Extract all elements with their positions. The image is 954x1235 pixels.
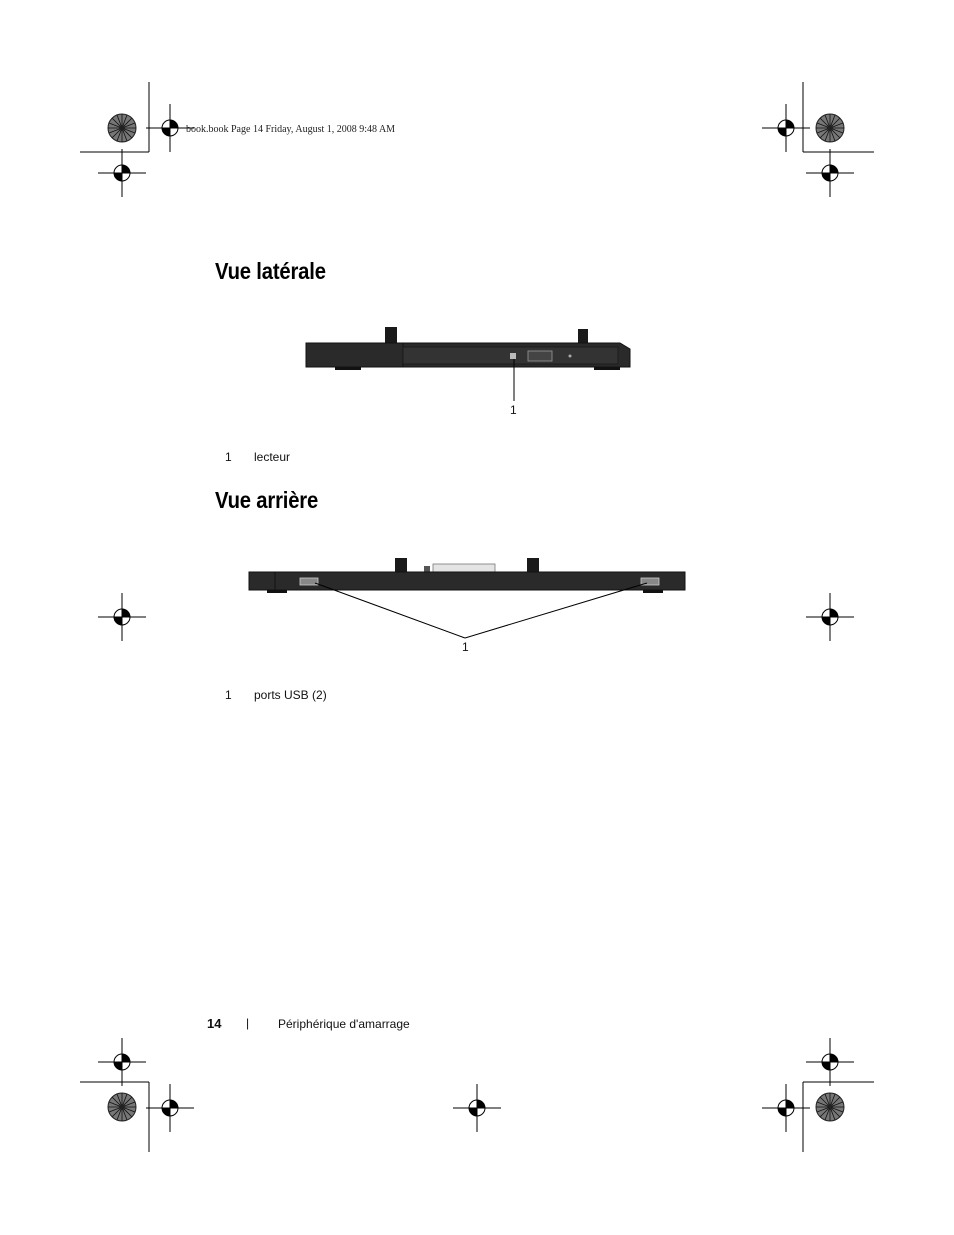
footer-separator: | bbox=[246, 1016, 250, 1030]
dock-rear-view-image bbox=[245, 550, 695, 650]
caption-number: 1 bbox=[225, 688, 232, 702]
print-slug: book.book Page 14 Friday, August 1, 2008 9:48 AM bbox=[186, 124, 396, 135]
dock-side-view-image bbox=[300, 325, 640, 385]
caption-text-usb-ports: ports USB (2) bbox=[254, 688, 327, 702]
page-number: 14 bbox=[207, 1016, 222, 1031]
caption-text-drive: lecteur bbox=[254, 450, 291, 464]
callout-usb-ports: 1 bbox=[462, 640, 469, 654]
caption-number: 1 bbox=[225, 450, 232, 464]
section-title-side-view: Vue latérale bbox=[215, 258, 326, 284]
callout-drive: 1 bbox=[510, 403, 517, 417]
footer-section-title: Périphérique d'amarrage bbox=[278, 1017, 410, 1031]
section-title-rear-view: Vue arrière bbox=[215, 487, 319, 513]
